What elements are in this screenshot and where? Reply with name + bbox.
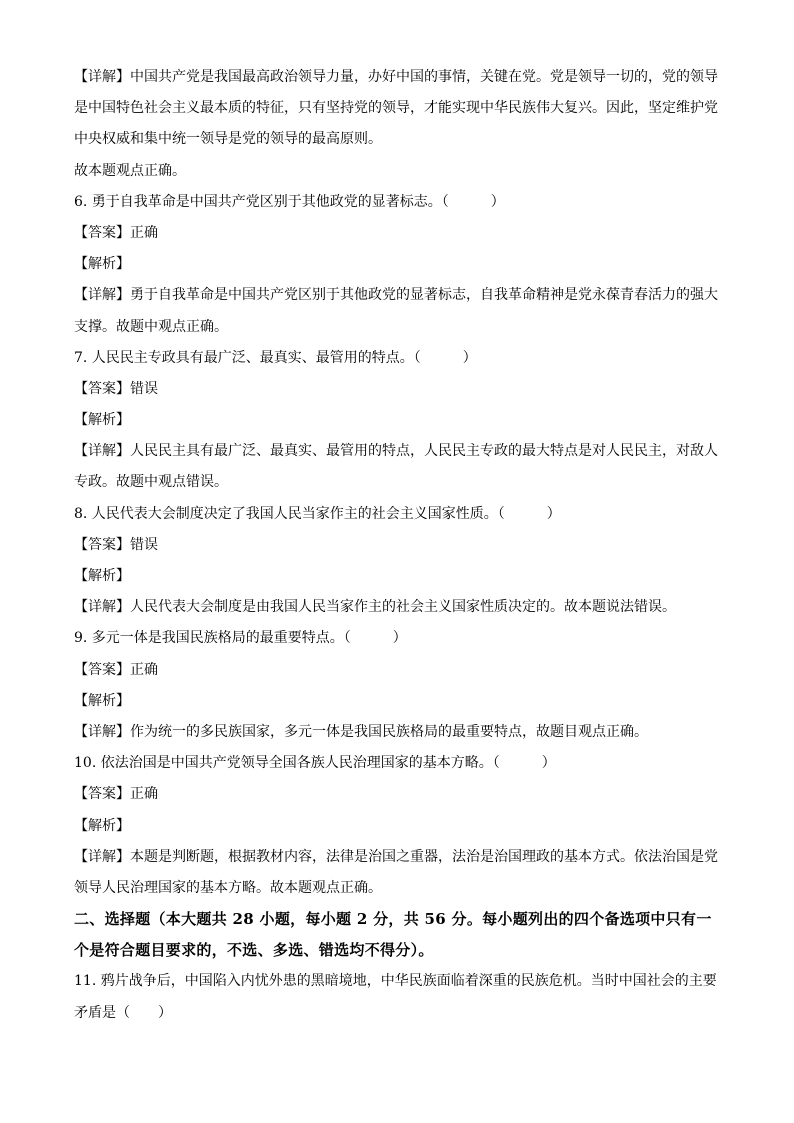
- question-line: 8. 人民代表大会制度决定了我国人民当家作主的社会主义国家性质。（ ）: [74, 505, 561, 522]
- detail-paragraph-line: 【详解】人民民主具有最广泛、最真实、最管用的特点，人民民主专政的最大特点是对人民民主，对敌人: [74, 443, 718, 460]
- analysis-label: 【解析】: [74, 817, 130, 834]
- answer-line: 【答案】错误: [74, 380, 158, 397]
- section-heading-line: 二、选择题（本大题共 28 小题，每小题 2 分，共 56 分。每小题列出的四个备选项中只有一: [74, 910, 712, 929]
- detail-paragraph-line: 【详解】人民代表大会制度是由我国人民当家作主的社会主义国家性质决定的。故本题说法错误。: [74, 599, 676, 616]
- paragraph-line: 支撑。故题中观点正确。: [74, 318, 228, 335]
- answer-line: 【答案】正确: [74, 786, 158, 803]
- analysis-label: 【解析】: [74, 568, 130, 584]
- detail-paragraph-line: 【详解】本题是判断题，根据教材内容，法律是治国之重器，法治是治国理政的基本方式。依法治国是党: [74, 848, 718, 865]
- question-line: 9. 多元一体是我国民族格局的最重要特点。（ ）: [74, 630, 407, 647]
- question-line: 11. 鸦片战争后，中国陷入内忧外患的黑暗境地，中华民族面临着深重的民族危机。当时中国社会的主要: [74, 973, 717, 990]
- question-line: 7. 人民民主专政具有最广泛、最真实、最管用的特点。（ ）: [74, 349, 477, 366]
- analysis-label: 【解析】: [74, 412, 130, 429]
- paragraph-line: 矛盾是（ ）: [74, 1004, 172, 1021]
- answer-line: 【答案】错误: [74, 536, 158, 553]
- question-line: 6. 勇于自我革命是中国共产党区别于其他政党的显著标志。（ ）: [74, 193, 505, 210]
- paragraph-line: 是中国特色社会主义最本质的特征，只有坚持党的领导，才能实现中华民族伟大复兴。因此，坚定维护党: [74, 100, 718, 117]
- paragraph-line: 中央权威和集中统一领导是党的领导的最高原则。: [74, 131, 382, 148]
- section-heading-line: 个是符合题目要求的，不选、多选、错选均不得分）。: [74, 941, 434, 960]
- document-content: [74, 62, 726, 1029]
- answer-line: 【答案】正确: [74, 661, 158, 678]
- analysis-label: 【解析】: [74, 256, 130, 273]
- paragraph-line: 领导人民治理国家的基本方略。故本题观点正确。: [74, 879, 382, 896]
- paragraph-line: 故本题观点正确。: [74, 162, 186, 179]
- detail-paragraph-line: 【详解】勇于自我革命是中国共产党区别于其他政党的显著标志，自我革命精神是党永葆青春活力的强大: [74, 287, 718, 304]
- detail-paragraph-line: 【详解】作为统一的多民族国家，多元一体是我国民族格局的最重要特点，故题目观点正确。: [74, 723, 648, 740]
- detail-paragraph-line: 【详解】中国共产党是我国最高政治领导力量，办好中国的事情，关键在党。党是领导一切的，党的领导: [74, 69, 718, 85]
- analysis-label: 【解析】: [74, 692, 130, 709]
- paragraph-line: 专政。故题中观点错误。: [74, 474, 228, 491]
- question-line: 10. 依法治国是中国共产党领导全国各族人民治理国家的基本方略。（ ）: [74, 755, 556, 772]
- answer-line: 【答案】正确: [74, 224, 158, 241]
